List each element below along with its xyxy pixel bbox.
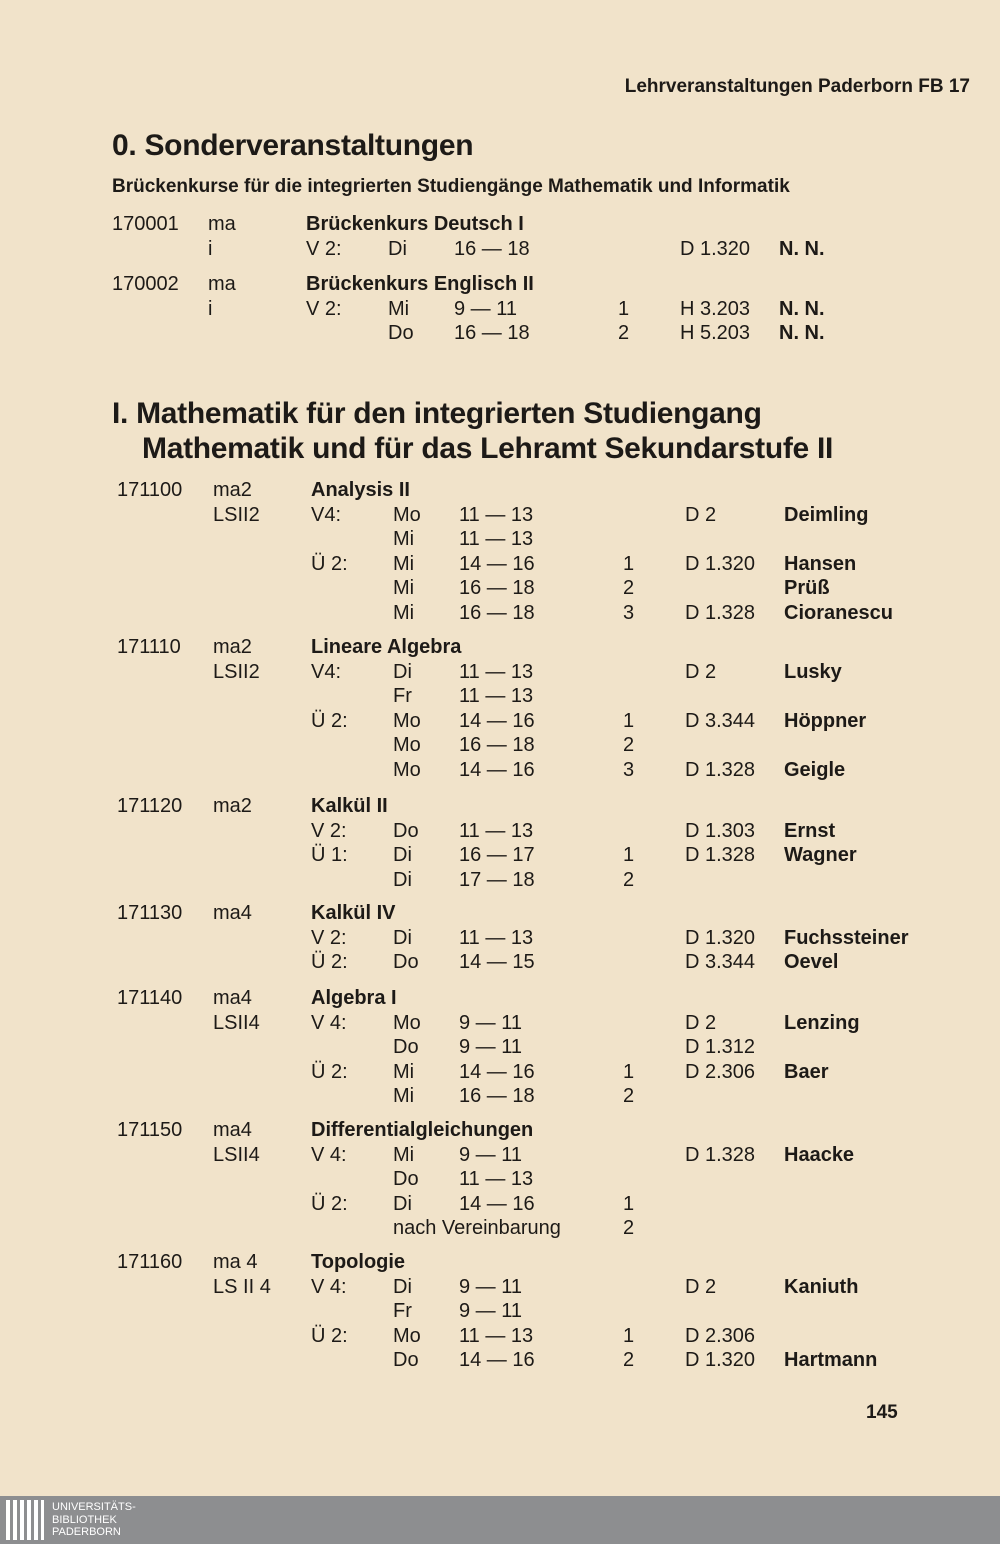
session-time: 9 — 11 [459,1143,522,1166]
session-time: 9 — 11 [459,1011,522,1034]
session-day: Do [393,951,419,973]
session-day: Di [393,1275,412,1298]
session-day: Mi [393,528,415,550]
session-day: Mi [393,1143,415,1166]
group-number: 3 [623,601,635,624]
session-type: Ü 2: [311,1324,348,1347]
course-row [117,1060,1000,1085]
session-room: D 1.328 [685,601,756,624]
course-code: LSII4 [213,1143,260,1166]
session-day: Mi [393,552,415,575]
session-type: V4: [311,503,342,526]
session-room: D 2 [685,503,717,526]
library-footer [0,1496,1000,1544]
session-day: Fr [393,1300,412,1322]
session-time: 16 — 18 [459,577,535,599]
course-row [117,1275,1000,1300]
group-number: 2 [623,1349,635,1371]
group-number: 2 [623,734,635,756]
lecturer: Ernst [784,819,836,842]
group-number: 2 [623,577,635,599]
session-day: Di [393,1192,412,1215]
course-code: i [208,297,213,320]
session-day: Mo [393,734,421,756]
course-block [112,212,1000,261]
session-room: D 2 [685,1275,717,1298]
course-code: ma2 [213,479,252,501]
lecturer: N. N. [779,322,825,344]
course-number: 171130 [117,902,183,924]
group-number: 1 [623,1192,635,1215]
library-name-line: BIBLIOTHEK [52,1513,117,1526]
session-type: V 4: [311,1275,347,1298]
session-room: D 2.306 [685,1060,756,1083]
session-day: Mi [393,1060,415,1083]
session-time: 11 — 13 [459,819,534,842]
course-code: ma2 [213,795,252,817]
course-row [117,1143,1000,1168]
course-number: 171110 [117,636,181,658]
session-type: Ü 2: [311,709,348,732]
session-day: Do [393,1168,419,1190]
course-row [112,321,1000,346]
course-title: Kalkül II [311,795,388,817]
lecturer: Fuchssteiner [784,926,909,949]
lecturer: Cioranescu [784,601,893,624]
session-room: H 3.203 [680,297,751,320]
course-row [117,1250,1000,1275]
session-time: 16 — 18 [454,237,530,260]
session-room: D 2 [685,660,717,683]
course-code: ma4 [213,902,252,924]
session-room: D 2.306 [685,1324,756,1347]
lecturer: Kaniuth [784,1275,859,1298]
session-day: Mi [393,601,415,624]
session-type: V 2: [306,237,342,260]
course-row [112,237,1000,262]
section-1-title [112,396,833,466]
course-title: Lineare Algebra [311,636,462,658]
course-code: ma4 [213,1119,252,1141]
session-room: D 3.344 [685,709,756,732]
session-room: D 3.344 [685,951,756,973]
session-time: 11 — 13 [459,1324,534,1347]
section-0-title: 0. Sonderveranstaltungen [112,129,474,162]
section-1-title-line2: Mathematik und für das Lehramt Sekundarstufe II [142,432,834,465]
group-number: 2 [623,868,635,891]
session-time: 14 — 16 [459,1060,535,1083]
session-type: V 4: [311,1011,347,1034]
library-name [52,1501,136,1539]
library-name-line: PADERBORN [52,1526,121,1538]
session-time: 14 — 16 [459,758,535,781]
session-day: Do [393,1349,419,1371]
course-block [117,794,1000,892]
course-row [117,950,1000,975]
session-room: D 1.328 [685,758,756,781]
course-code: ma 4 [213,1251,258,1273]
course-code: LSII2 [213,503,260,526]
session-time: 16 — 18 [454,322,530,344]
session-time: 11 — 13 [459,503,534,526]
session-day: Mo [393,758,421,781]
course-number: 171160 [117,1251,183,1273]
lecturer: Lenzing [784,1011,860,1034]
course-code: LSII4 [213,1011,260,1034]
course-row [117,986,1000,1011]
session-time: 16 — 18 [459,1085,535,1107]
session-time: 11 — 13 [459,1168,534,1190]
session-day: Di [393,660,412,683]
session-room: H 5.203 [680,322,751,344]
group-number: 3 [623,758,635,781]
group-number: 1 [623,1324,635,1347]
session-time: 17 — 18 [459,868,535,891]
course-row [117,684,1000,709]
section-1-title-line1: I. Mathematik für den integrierten Studiengang [112,397,762,430]
group-number: 2 [618,322,630,344]
session-day: Mi [388,297,410,320]
session-time: 16 — 18 [459,601,535,624]
course-row [117,709,1000,734]
course-code: LSII2 [213,660,260,683]
session-time: 11 — 13 [459,528,534,550]
session-time: 9 — 11 [454,297,517,320]
course-code: ma [208,213,236,235]
group-number: 1 [623,844,635,866]
session-room: D 1.320 [685,552,756,575]
session-day: nach Vereinbarung [393,1217,561,1239]
session-room: D 1.320 [685,926,756,949]
course-row [117,552,1000,577]
session-type: Ü 2: [311,1060,348,1083]
course-title: Brückenkurs Englisch II [306,273,534,295]
course-row [117,1324,1000,1349]
lecturer: Haacke [784,1143,855,1166]
group-number: 2 [623,1085,635,1107]
session-time: 11 — 13 [459,926,534,949]
course-row [117,758,1000,783]
session-type: Ü 1: [311,844,348,866]
session-day: Mo [393,503,421,526]
session-day: Di [393,926,412,949]
session-day: Mi [393,577,415,599]
lecturer: Deimling [784,503,869,526]
course-block [117,901,1000,975]
lecturer: N. N. [779,297,825,320]
course-row [117,733,1000,758]
course-row [117,1192,1000,1217]
course-code: ma [208,273,236,295]
course-row [117,1035,1000,1060]
course-block [117,1250,1000,1373]
course-block [117,635,1000,782]
lecturer: Wagner [784,844,857,866]
course-title: Brückenkurs Deutsch I [306,213,524,235]
session-type: Ü 2: [311,951,348,973]
session-room: D 2 [685,1011,717,1034]
course-row [117,1299,1000,1324]
course-row [117,1348,1000,1373]
course-number: 170002 [112,273,179,295]
course-row [117,601,1000,626]
session-day: Fr [393,685,412,707]
course-row [117,660,1000,685]
course-number: 171100 [117,479,183,501]
course-row [117,819,1000,844]
session-day: Do [393,819,419,842]
session-time: 9 — 11 [459,1275,522,1298]
session-room: D 1.320 [685,1349,756,1371]
lecturer: Höppner [784,709,867,732]
library-name-line: UNIVERSITÄTS- [52,1501,136,1513]
section-0-subtitle: Brückenkurse für die integrierten Studiengänge Mathematik und Informatik [112,176,790,197]
course-row [117,1216,1000,1241]
course-number: 170001 [112,213,179,235]
course-row [117,1084,1000,1109]
course-row [117,635,1000,660]
course-number: 171140 [117,987,183,1009]
course-row [117,843,1000,868]
session-time: 11 — 13 [459,660,534,683]
group-number: 1 [623,552,635,575]
session-day: Mo [393,1324,421,1347]
session-type: Ü 2: [311,552,348,575]
lecturer: Hartmann [784,1349,878,1371]
course-row [112,272,1000,297]
course-row [117,576,1000,601]
course-code: i [208,237,213,260]
session-type: Ü 2: [311,1192,348,1215]
course-block [112,272,1000,346]
course-row [117,1011,1000,1036]
session-day: Di [388,237,407,260]
lecturer: Prüß [784,577,830,599]
session-time: 11 — 13 [459,685,534,707]
session-room: D 1.312 [685,1036,756,1058]
course-title: Kalkül IV [311,902,396,924]
running-head: Lehrveranstaltungen Paderborn FB 17 [624,76,970,97]
group-number: 1 [623,1060,635,1083]
lecturer: N. N. [779,237,825,260]
course-row [117,503,1000,528]
course-row [112,212,1000,237]
course-title: Differentialgleichungen [311,1119,534,1141]
session-time: 16 — 17 [459,844,535,866]
session-day: Di [393,868,412,891]
session-time: 9 — 11 [459,1300,522,1322]
course-code: LS II 4 [213,1275,271,1298]
session-time: 14 — 15 [459,951,535,973]
course-number: 171150 [117,1119,183,1141]
course-row [117,1118,1000,1143]
session-time: 14 — 16 [459,709,535,732]
course-title: Algebra I [311,987,397,1009]
session-type: V4: [311,660,342,683]
lecturer: Hansen [784,552,857,575]
session-day: Do [393,1036,419,1058]
course-row [117,868,1000,893]
course-row [112,297,1000,322]
course-row [117,794,1000,819]
group-number: 2 [623,1217,635,1239]
course-row [117,1167,1000,1192]
course-row [117,527,1000,552]
lecturer: Baer [784,1060,829,1083]
group-number: 1 [623,709,635,732]
session-type: V 2: [311,819,347,842]
course-row [117,901,1000,926]
session-room: D 1.328 [685,844,756,866]
course-title: Topologie [311,1251,406,1273]
session-time: 9 — 11 [459,1036,522,1058]
course-block [117,986,1000,1109]
course-row [117,478,1000,503]
library-logo-icon [6,1500,44,1540]
session-time: 16 — 18 [459,734,535,756]
session-day: Mo [393,709,421,732]
course-block [117,478,1000,625]
course-number: 171120 [117,795,183,817]
session-type: V 2: [306,297,342,320]
session-room: D 1.328 [685,1143,756,1166]
session-time: 14 — 16 [459,552,535,575]
session-time: 14 — 16 [459,1349,535,1371]
session-day: Mo [393,1011,421,1034]
course-code: ma2 [213,636,252,658]
session-type: V 4: [311,1143,347,1166]
course-block [117,1118,1000,1241]
course-code: ma4 [213,987,252,1009]
session-room: D 1.320 [680,237,751,260]
lecturer: Oevel [784,951,839,973]
course-title: Analysis II [311,479,410,501]
session-day: Mi [393,1085,415,1107]
session-time: 14 — 16 [459,1192,535,1215]
lecturer: Geigle [784,758,846,781]
session-day: Di [393,844,412,866]
page-number: 145 [866,1402,898,1423]
group-number: 1 [618,297,630,320]
session-type: V 2: [311,926,347,949]
session-room: D 1.303 [685,819,756,842]
lecturer: Lusky [784,660,842,683]
session-day: Do [388,322,414,344]
course-row [117,926,1000,951]
